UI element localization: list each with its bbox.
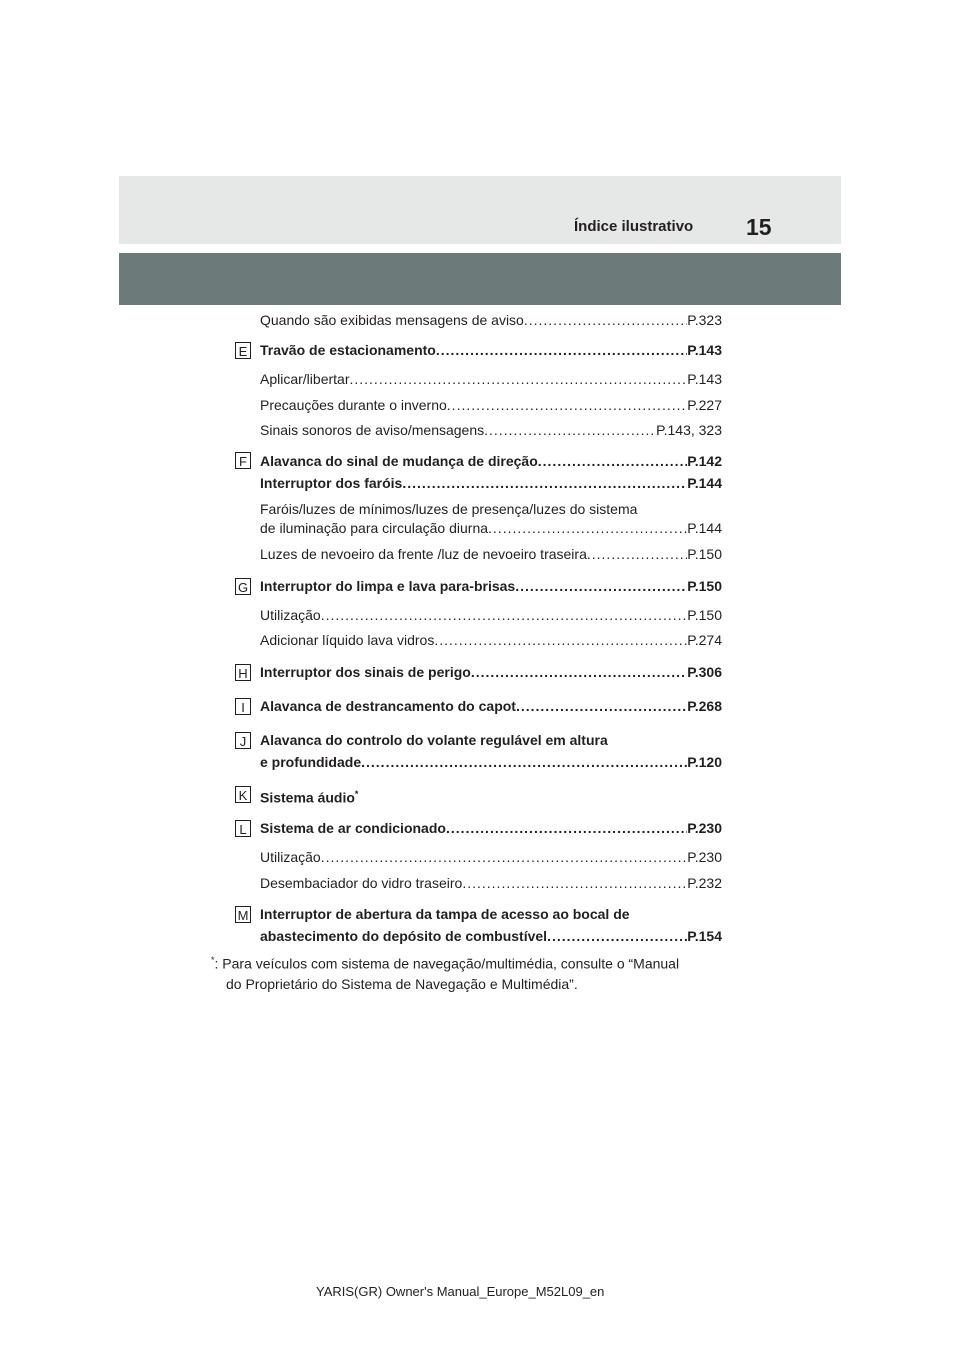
entry-page: P.232 [687,875,722,891]
index-entry[interactable] [260,395,722,415]
entry-page: P.144 [687,475,722,491]
leader-dots [434,630,687,650]
index-entry[interactable] [260,576,722,596]
entry-page: P.323 [687,312,722,328]
index-entry[interactable] [260,420,722,440]
index-entry[interactable] [260,451,722,471]
entry-text: Alavanca de destrancamento do capot [260,698,516,714]
entry-text: Quando são exibidas mensagens de aviso [260,312,524,328]
leader-dots [587,544,687,564]
letter-marker-m: M [235,906,251,923]
letter-marker-i: I [235,698,251,715]
page-number: 15 [746,214,772,240]
index-entry[interactable] [260,369,722,389]
entry-text: Desembaciador do vidro traseiro [260,875,463,891]
entry-page: P.150 [687,546,722,562]
footnote-line1: : Para veículos com sistema de navegação/multimédia, consulte o “Manual [214,955,680,972]
entry-text: Sinais sonoros de aviso/mensagens [260,422,485,438]
entry-page: P.150 [687,607,722,623]
footnote-mark: * [211,955,215,965]
index-entry[interactable] [260,518,722,538]
leader-dots [436,340,687,360]
index-entry[interactable] [260,605,722,625]
page-footer: YARIS(GR) Owner's Manual_Europe_M52L09_en [316,1284,605,1299]
letter-marker-g: G [235,578,251,595]
entry-page: P.142 [687,453,722,469]
leader-dots [446,818,687,838]
entry-text: Aplicar/libertar [260,371,350,387]
entry-text-line1: Faróis/luzes de mínimos/luzes de presença/luzes do sistema [260,501,638,517]
leader-dots [321,847,688,867]
letter-marker-j: J [235,732,251,749]
entry-text: e profundidade [260,754,362,770]
leader-dots [349,369,687,389]
index-entry[interactable] [260,784,722,808]
leader-dots [321,605,688,625]
letter-marker-l: L [235,820,251,837]
index-entry[interactable] [260,340,722,360]
index-entry[interactable] [260,696,722,716]
leader-dots [488,518,687,538]
entry-page: P.143, 323 [656,422,722,438]
leader-dots [402,473,687,493]
entry-page: P.227 [687,397,722,413]
entry-text: de iluminação para circulação diurna [260,520,489,536]
entry-text-line1: Interruptor de abertura da tampa de acesso ao bocal de [260,906,630,922]
entry-page: P.150 [687,578,722,594]
header-band [119,176,841,244]
header-dark-band [119,253,841,305]
entry-page: P.268 [687,698,722,714]
leader-dots [538,451,687,471]
index-entry[interactable] [260,544,722,564]
footnote [211,950,731,994]
entry-text: abastecimento do depósito de combustível [260,928,548,944]
entry-page: P.230 [687,849,722,865]
index-entry[interactable] [260,630,722,650]
leader-dots [447,395,687,415]
leader-dots [516,696,687,716]
leader-dots [462,873,687,893]
leader-dots [547,926,687,946]
entry-text: Adicionar líquido lava vidros [260,632,435,648]
entry-text: Sistema de ar condicionado [260,820,446,836]
index-entry[interactable] [260,873,722,893]
entry-text: Alavanca do sinal de mudança de direção [260,453,538,469]
entry-page: P.306 [687,664,722,680]
entry-text: Utilização [260,849,321,865]
index-entry[interactable] [260,926,722,946]
footnote-line2: do Proprietário do Sistema de Navegação e Multimédia”. [226,975,578,992]
leader-dots [524,310,687,330]
entry-text: Precauções durante o inverno [260,397,447,413]
index-entry[interactable] [260,847,722,867]
entry-text: Sistema áudio [260,789,355,806]
leader-dots [484,420,656,440]
entry-page: P.144 [687,520,722,536]
leader-dots [515,576,687,596]
entry-text: Travão de estacionamento [260,342,436,358]
index-entry[interactable] [260,662,722,682]
footnote-mark: * [354,789,359,799]
index-entry[interactable] [260,310,722,330]
entry-text: Interruptor do limpa e lava para-brisas [260,578,516,594]
section-title: Índice ilustrativo [574,218,694,235]
index-entry[interactable] [260,818,722,838]
entry-text: Interruptor dos faróis [260,475,403,491]
letter-marker-e: E [235,342,251,359]
entry-page: P.274 [687,632,722,648]
entry-text: Luzes de nevoeiro da frente /luz de nevoeiro traseira [260,546,587,562]
index-entry[interactable] [260,473,722,493]
entry-page: P.143 [687,342,722,358]
entry-text: Interruptor dos sinais de perigo [260,664,471,680]
letter-marker-k: K [235,786,251,803]
letter-marker-f: F [235,452,251,469]
entry-page: P.230 [687,820,722,836]
leader-dots [361,752,687,772]
entry-page: P.143 [687,371,722,387]
leader-dots [471,662,687,682]
entry-page: P.154 [687,928,722,944]
entry-text-line1: Alavanca do controlo do volante regulável em altura [260,732,608,748]
index-entry[interactable] [260,752,722,772]
letter-marker-h: H [235,664,251,681]
entry-text: Utilização [260,607,321,623]
entry-page: P.120 [687,754,722,770]
